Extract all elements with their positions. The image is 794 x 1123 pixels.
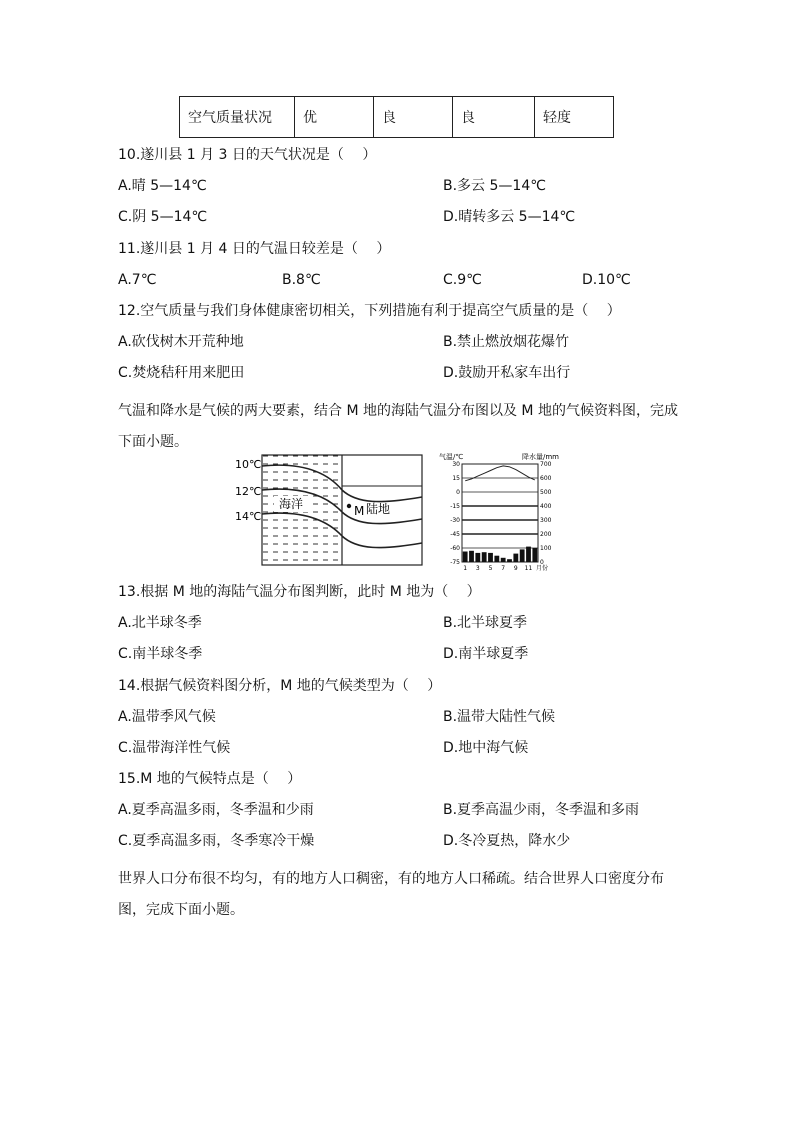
precip-bar: [463, 552, 468, 563]
question-15-option-d: D.冬冷夏热，降水少: [443, 833, 571, 849]
month-tick-label: 5: [488, 565, 493, 572]
precip-tick-label: 300: [540, 517, 552, 524]
precip-bar: [469, 551, 474, 562]
table-cell: 优: [295, 97, 374, 138]
land-label: 陆地: [366, 502, 391, 516]
question-10-option-d: D.晴转多云 5—14℃: [443, 209, 576, 225]
table-row: [180, 97, 614, 138]
question-11-option-b: B.8℃: [282, 272, 321, 288]
isotherm-label-10: 10℃: [235, 458, 262, 471]
question-11-option-c: C.9℃: [443, 272, 482, 288]
question-15-option-b: B.夏季高温少雨，冬季温和多雨: [443, 802, 640, 818]
precip-bar: [482, 552, 487, 562]
question-14-stem: 14.根据气候资料图分析，M 地的气候类型为（ ）: [118, 678, 442, 694]
precip-bar: [532, 548, 537, 562]
table-cell: 空气质量状况: [180, 97, 295, 138]
question-14-option-b: B.温带大陆性气候: [443, 709, 556, 725]
question-11-stem: 11.遂川县 1 月 4 日的气温日较差是（ ）: [118, 241, 391, 257]
question-11-option-d: D.10℃: [582, 272, 631, 288]
month-tick-label: 1: [463, 565, 468, 572]
question-12-stem: 12.空气质量与我们身体健康密切相关，下列措施有利于提高空气质量的是（ ）: [118, 303, 621, 319]
question-15-option-a: A.夏季高温多雨，冬季温和少雨: [118, 802, 314, 818]
question-12-option-d: D.鼓励开私家车出行: [443, 365, 571, 381]
month-tick-label: 3: [475, 565, 480, 572]
question-14-option-d: D.地中海气候: [443, 740, 529, 756]
intro-paragraph-population: 世界人口分布很不均匀，有的地方人口稠密，有的地方人口稀疏。结合世界人口密度分布图，完成下面小题。: [118, 871, 664, 918]
precip-bar: [475, 553, 480, 562]
gridlines: [462, 478, 538, 548]
table-cell: 轻度: [535, 97, 614, 138]
precip-tick-label: 600: [540, 475, 552, 482]
question-14-option-c: C.温带海洋性气候: [118, 740, 231, 756]
month-tick-label: 7: [501, 565, 506, 572]
table-cell: 良: [374, 97, 453, 138]
precip-tick-label: 200: [540, 531, 552, 538]
point-m-marker: [347, 504, 351, 508]
precip-tick-label: 700: [540, 461, 552, 468]
precip-tick-label: 500: [540, 489, 552, 496]
precip-bar: [513, 554, 518, 562]
month-unit-label: 月份: [536, 565, 549, 572]
question-10-stem: 10.遂川县 1 月 3 日的天气状况是（ ）: [118, 147, 377, 163]
month-tick-label: 11: [524, 565, 533, 572]
precip-bar: [507, 559, 512, 562]
temp-axis-label: 气温/℃: [439, 453, 464, 461]
precip-bar: [494, 556, 499, 562]
question-10-option-a: A.晴 5—14℃: [118, 178, 207, 194]
question-12-option-c: C.焚烧秸秆用来肥田: [118, 365, 245, 381]
question-12-option-a: A.砍伐树木开荒种地: [118, 334, 244, 350]
month-tick-label: 9: [513, 565, 518, 572]
question-10-option-c: C.阴 5—14℃: [118, 209, 208, 225]
temp-tick-labels: [450, 461, 460, 566]
question-14-option-a: A.温带季风气候: [118, 709, 216, 725]
temp-tick-label: -75: [450, 559, 460, 566]
point-m-label: M: [354, 504, 365, 518]
temp-tick-label: -45: [450, 531, 460, 538]
table-cell: 良: [453, 97, 535, 138]
precip-tick-labels: [540, 461, 552, 566]
precip-tick-label: 400: [540, 503, 552, 510]
precip-bar: [520, 549, 525, 562]
isotherm-label-12: 12℃: [235, 485, 262, 498]
isotherm-label-14: 14℃: [235, 510, 262, 523]
question-13-option-c: C.南半球冬季: [118, 646, 203, 662]
question-15-stem: 15.M 地的气候特点是（ ）: [118, 771, 302, 787]
temp-tick-label: -30: [450, 517, 460, 524]
question-11-option-a: A.7℃: [118, 272, 157, 288]
temp-tick-label: 15: [452, 475, 460, 482]
question-13-option-a: A.北半球冬季: [118, 615, 202, 631]
month-tick-labels: [463, 565, 532, 572]
intro-paragraph-climate: 气温和降水是气候的两大要素，结合 M 地的海陆气温分布图以及 M 地的气候资料图，完成下面小题。: [118, 403, 678, 450]
question-15-option-c: C.夏季高温多雨，冬季寒冷干燥: [118, 833, 315, 849]
precip-axis-label: 降水量/mm: [522, 453, 559, 461]
temp-tick-label: 0: [456, 489, 460, 496]
question-13-stem: 13.根据 M 地的海陆气温分布图判断，此时 M 地为（ ）: [118, 584, 481, 600]
sea-label: 海洋: [279, 497, 304, 511]
precip-bar: [488, 553, 493, 562]
question-13-option-b: B.北半球夏季: [443, 615, 528, 631]
temp-tick-label: 30: [452, 461, 460, 468]
precip-tick-label: 100: [540, 545, 552, 552]
precip-tick-label: 0: [540, 559, 544, 566]
temp-tick-label: -60: [450, 545, 460, 552]
climate-chart: [436, 452, 564, 574]
question-13-option-d: D.南半球夏季: [443, 646, 529, 662]
question-10-option-b: B.多云 5—14℃: [443, 178, 546, 194]
question-12-option-b: B.禁止燃放烟花爆竹: [443, 334, 570, 350]
temp-tick-label: -15: [450, 503, 460, 510]
air-quality-table: [179, 96, 614, 138]
precipitation-bars: [463, 547, 537, 562]
sea-land-temperature-map: [232, 452, 428, 570]
temperature-line: [465, 466, 535, 481]
precip-bar: [501, 558, 506, 562]
precip-bar: [526, 547, 531, 562]
